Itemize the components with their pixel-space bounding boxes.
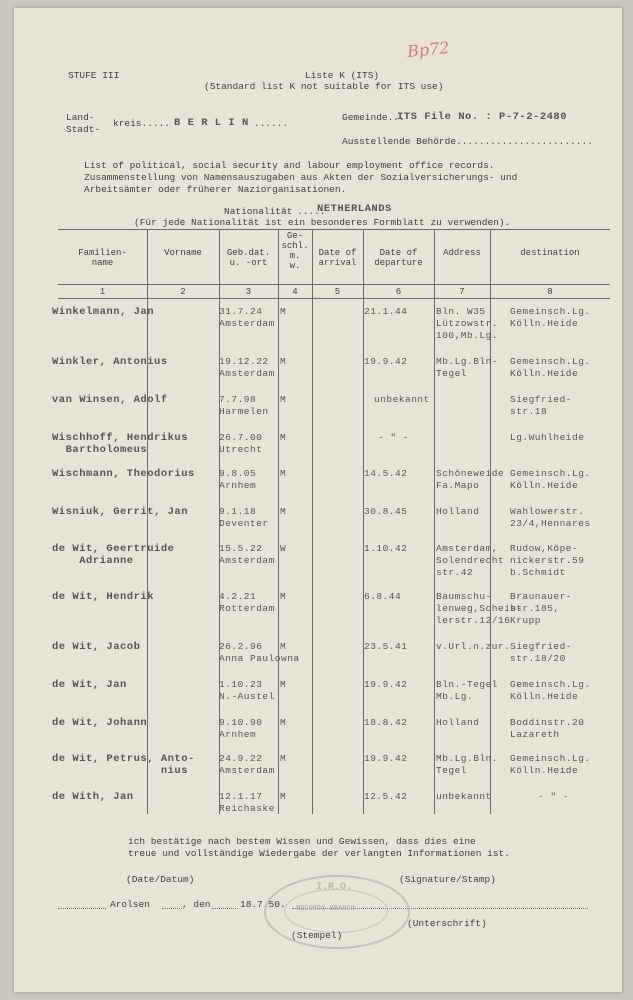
row-name: de Wit, Johann	[52, 717, 148, 729]
column-number: 6	[395, 287, 402, 297]
row-address: Bln.-Tegel Mb.Lg.	[436, 679, 499, 702]
row-departure: 14.5.42	[364, 468, 408, 479]
row-name: Winkelmann, Jan	[52, 306, 155, 318]
kreis-value: B E R L I N	[174, 117, 249, 129]
nationality-dots: .....	[297, 206, 326, 217]
gemeinde-label: Gemeinde...	[342, 112, 405, 123]
date-label: (Date/Datum)	[126, 874, 195, 885]
place-dotted-line	[162, 908, 182, 909]
row-sex: W	[280, 543, 287, 554]
row-birth: 12.1.17 Reichaske	[219, 791, 275, 814]
row-name: Wisniuk, Gerrit, Jan	[52, 506, 189, 518]
row-departure: unbekannt	[374, 394, 430, 405]
row-departure: - " -	[378, 432, 410, 443]
row-address: Mb.Lg.Bln. Tegel	[436, 753, 499, 776]
row-departure: 6.8.44	[364, 591, 402, 602]
row-destination: Wahlowerstr. 23/4,Hennares	[510, 506, 591, 529]
row-sex: M	[280, 679, 287, 690]
row-birth: 4.2.21 Rotterdam	[219, 591, 275, 614]
pencil-annotation: Bp72	[406, 37, 451, 62]
stamp-subtext: RECORDS BRANCH	[296, 905, 355, 913]
column-number: 3	[245, 287, 252, 297]
row-name: de Wit, Jacob	[52, 641, 141, 653]
date-value: 18.7.50.	[240, 899, 286, 910]
list-subtitle: (Standard list K not suitable for ITS use)	[204, 81, 444, 92]
list-title: Liste K (ITS)	[305, 70, 380, 81]
attestation-text: ich bestätige nach bestem Wissen und Gewissen, dass dies eine treue und vollständige Wiedergabe der verlangten Informationen ist.	[128, 836, 510, 859]
nationality-note: (Für jede Nationalität ist ein besonderes Formblatt zu verwenden).	[134, 217, 511, 228]
row-departure: 1.10.42	[364, 543, 408, 554]
row-destination: Gemeinsch.Lg. Kölln.Heide	[510, 679, 591, 702]
column-divider	[434, 229, 435, 814]
row-destination: - " -	[538, 791, 570, 802]
land-label: Land-	[66, 112, 95, 123]
row-name: de Wit, Geertruide Adrianne	[52, 543, 175, 567]
column-number: 5	[334, 287, 341, 297]
kreis-trail: ......	[254, 118, 289, 129]
row-birth: 15.5.22 Amsterdam	[219, 543, 275, 566]
row-address: Bln. W35 Lützowstr. 100,Mb.Lg.	[436, 306, 499, 341]
row-name: Winkler, Antonius	[52, 356, 168, 368]
nationality-value: NETHERLANDS	[317, 203, 392, 215]
row-address: v.Url.n.zur.	[436, 641, 511, 652]
row-destination: Lg.Wuhlheide	[510, 432, 585, 443]
row-destination: Siegfried- str.18/20	[510, 641, 573, 664]
row-departure: 12.5.42	[364, 791, 408, 802]
row-name: de Wit, Jan	[52, 679, 127, 691]
row-name: Wischmann, Theodorius	[52, 468, 195, 480]
column-number: 8	[547, 287, 553, 297]
document-sheet	[14, 8, 622, 992]
row-departure: 19.9.42	[364, 679, 408, 690]
row-departure: 21.1.44	[364, 306, 408, 317]
column-number: 2	[180, 287, 186, 297]
row-destination: Boddinstr.20 Lazareth	[510, 717, 585, 740]
column-header-address: Address	[443, 248, 481, 258]
row-destination: Gemeinsch.Lg. Kölln.Heide	[510, 306, 591, 329]
row-address: unbekannt	[436, 791, 492, 802]
row-address: Amsterdam, Solendrecht str.42	[436, 543, 505, 578]
signature-label: (Signature/Stamp)	[399, 874, 496, 885]
row-departure: 23.5.41	[364, 641, 408, 652]
row-birth: 26.7.00 Utrecht	[219, 432, 263, 455]
row-birth: 9.1.18 Deventer	[219, 506, 269, 529]
description-line-2: Zusammenstellung von Namensauszugaben aus Akten der Sozialversicherungs- und	[84, 172, 518, 183]
row-name: Wischhoff, Hendrikus Bartholomeus	[52, 432, 189, 456]
place-value: Arolsen	[110, 899, 150, 910]
column-header-departure: Date of departure	[374, 248, 423, 268]
row-sex: M	[280, 591, 287, 602]
table-header-rule	[58, 284, 610, 285]
column-divider	[278, 229, 279, 814]
table-number-rule	[58, 298, 610, 299]
place-dotted-line	[58, 908, 106, 909]
row-destination: Rudow,Köpe- nickerstr.59 b.Schmidt	[510, 543, 585, 578]
row-address: Holland	[436, 717, 480, 728]
date-dotted-line	[212, 908, 238, 909]
row-sex: M	[280, 306, 287, 317]
column-number: 1	[99, 287, 106, 297]
row-address: Holland	[436, 506, 480, 517]
behoerde-label: Ausstellende Behörde........................	[342, 136, 593, 147]
column-header-birth: Geb.dat. u. -ort	[226, 248, 271, 268]
column-header-sex: Ge- schl. m. w.	[281, 231, 309, 271]
column-number: 4	[292, 287, 298, 297]
row-birth: 26.2.96 Anna Paulowna	[219, 641, 300, 664]
description-line-1: List of political, social security and labour employment office records.	[84, 160, 495, 171]
row-destination: Braunauer- str.185, Krupp	[510, 591, 573, 626]
row-sex: M	[280, 394, 287, 405]
row-name: de With, Jan	[52, 791, 134, 803]
row-departure: 18.8.42	[364, 717, 408, 728]
row-sex: M	[280, 468, 287, 479]
nationality-label: Nationalität	[224, 206, 293, 217]
row-birth: 19.12.22 Amsterdam	[219, 356, 275, 379]
row-departure: 19.9.42	[364, 753, 408, 764]
column-header-surname: Familien- name	[78, 248, 127, 268]
row-birth: 9.8.05 Arnhem	[219, 468, 257, 491]
row-birth: 24.9.22 Amsterdam	[219, 753, 275, 776]
row-destination: Gemeinsch.Lg. Kölln.Heide	[510, 468, 591, 491]
row-address: Baumschu- lenweg,Scheib- lerstr.12/16	[436, 591, 523, 626]
row-birth: 31.7.24 Amsterdam	[219, 306, 275, 329]
stadt-label: Stadt-	[66, 124, 101, 135]
stempel-label: (Stempel)	[291, 930, 343, 941]
row-departure: 30.8.45	[364, 506, 408, 517]
row-address: Schöneweide Fa.Mapo	[436, 468, 505, 491]
row-sex: M	[280, 717, 287, 728]
row-sex: M	[280, 753, 287, 764]
gemeinde-value: ITS File No. : P-7-2-2480	[397, 111, 568, 123]
row-birth: 1.10.23 N.-Austel	[219, 679, 275, 702]
description-line-3: Arbeitsämter oder früherer Naziorganisationen.	[84, 184, 347, 195]
row-destination: Siegfried- str.18	[510, 394, 573, 417]
row-destination: Gemeinsch.Lg. Kölln.Heide	[510, 356, 591, 379]
column-number: 7	[459, 287, 465, 297]
table-top-rule	[58, 229, 610, 230]
row-sex: M	[280, 432, 287, 443]
column-header-destination: destination	[520, 248, 580, 258]
row-birth: 7.7.98 Harmelen	[219, 394, 269, 417]
stamp-text: I.R.O.	[316, 882, 353, 893]
unterschrift-label: (Unterschrift)	[407, 918, 487, 929]
row-departure: 19.9.42	[364, 356, 408, 367]
row-sex: M	[280, 506, 287, 517]
kreis-label: kreis.....	[113, 118, 171, 129]
stufe-label: STUFE III	[68, 70, 120, 81]
column-header-arrival: Date of arrival	[318, 248, 357, 268]
row-birth: 9.10.90 Arnhem	[219, 717, 263, 740]
row-sex: M	[280, 356, 287, 367]
row-name: de Wit, Hendrik	[52, 591, 155, 603]
column-header-firstname: Vorname	[164, 248, 202, 258]
row-address: Mb.Lg.Bln- Tegel	[436, 356, 499, 379]
row-name: de Wit, Petrus, Anto- nius	[52, 753, 195, 777]
row-name: van Winsen, Adolf	[52, 394, 168, 406]
row-destination: Gemeinsch.Lg. Kölln.Heide	[510, 753, 591, 776]
den-label: , den	[182, 899, 211, 910]
row-sex: M	[280, 641, 287, 652]
row-sex: M	[280, 791, 287, 802]
column-divider	[312, 229, 313, 814]
